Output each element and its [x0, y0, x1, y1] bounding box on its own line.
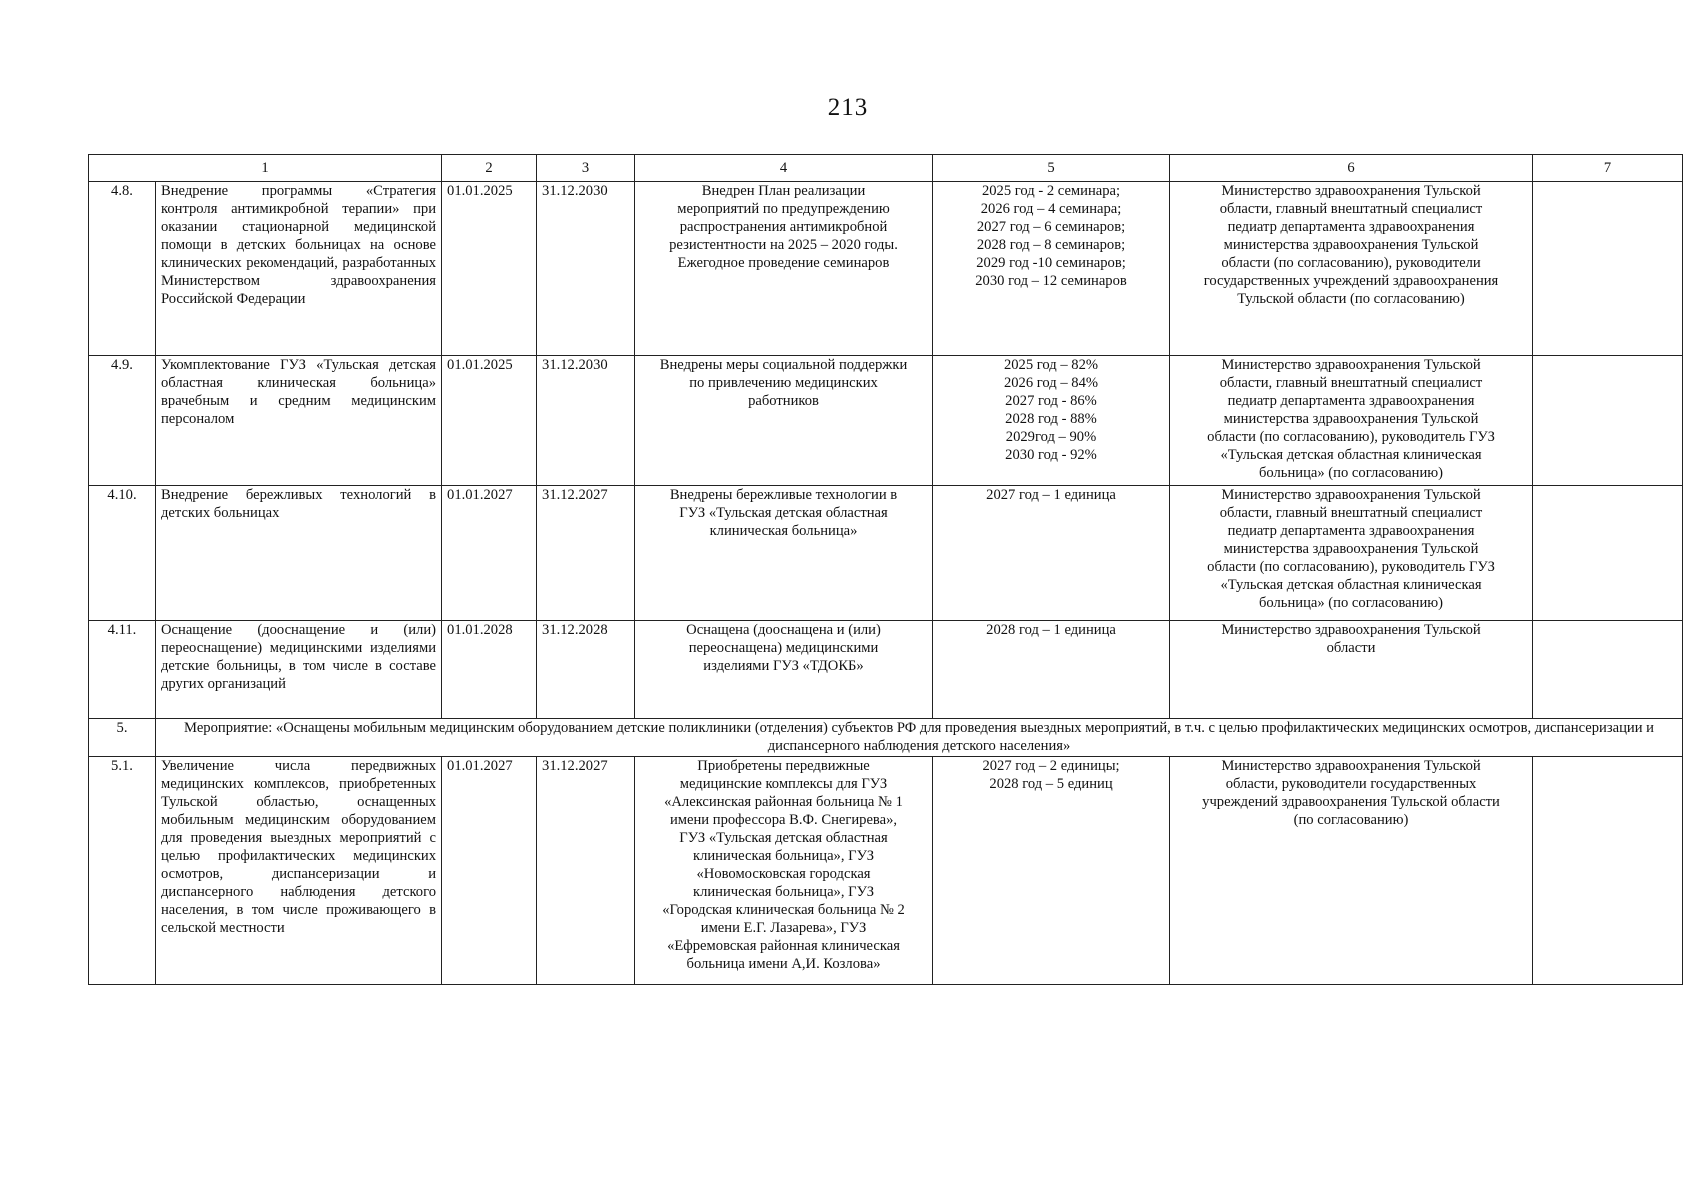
header-cell-4: 4: [635, 155, 933, 182]
responsible-parties: [1170, 486, 1533, 621]
result-line: «Новомосковская городская: [696, 866, 871, 882]
start-date: 01.01.2028: [442, 621, 537, 719]
result-line: переоснащена) медицинскими: [688, 640, 879, 656]
responsible-line: области (по согласованию), руководитель ГУЗ: [1207, 559, 1495, 575]
start-date: 01.01.2027: [442, 486, 537, 621]
result-line: «Алексинская районная больница № 1: [664, 794, 903, 810]
result-line: клиническая больница»: [709, 523, 858, 539]
activity-name: Внедрение программы «Стратегия контроля антимикробной терапии» при оказании стационарной медицинской помощи в детских больницах на основе клинических рекомендаций, разработанных Министерством здравоохранения Российской Федерации: [156, 182, 442, 356]
table-row-event: [89, 719, 1683, 757]
table-row: [89, 356, 1683, 486]
end-date: 31.12.2027: [537, 757, 635, 985]
result-line: больница имени А,И. Козлова»: [686, 956, 881, 972]
responsible-line: министерства здравоохранения Тульской: [1223, 237, 1479, 253]
result-line: распространения антимикробной: [679, 219, 888, 235]
table-row: [89, 182, 1683, 356]
row-number: 5.: [89, 719, 156, 757]
result-line: Ежегодное проведение семинаров: [677, 255, 890, 271]
table-row: [89, 757, 1683, 985]
responsible-line: области, главный внештатный специалист: [1219, 201, 1483, 217]
page-number: 213: [827, 94, 869, 121]
target-values: [933, 621, 1170, 719]
responsible-line: педиатр департамента здравоохранения: [1227, 523, 1475, 539]
target-values: [933, 182, 1170, 356]
target-line: 2028 год – 5 единиц: [989, 776, 1113, 792]
header-cell-2: 2: [442, 155, 537, 182]
target-line: 2026 год – 4 семинара;: [980, 201, 1122, 217]
responsible-line: Министерство здравоохранения Тульской: [1221, 622, 1481, 638]
table-row: [89, 486, 1683, 621]
result-line: ГУЗ «Тульская детская областная: [679, 505, 888, 521]
expected-result: [635, 621, 933, 719]
target-line: 2027 год - 86%: [1005, 393, 1097, 409]
end-date: 31.12.2027: [537, 486, 635, 621]
target-line: 2028 год – 1 единица: [986, 622, 1116, 638]
result-line: имени профессора В.Ф. Снегирева»,: [669, 812, 898, 828]
result-line: клиническая больница», ГУЗ: [693, 884, 875, 900]
result-line: клиническая больница», ГУЗ: [693, 848, 875, 864]
responsible-line: министерства здравоохранения Тульской: [1223, 541, 1479, 557]
start-date: 01.01.2025: [442, 182, 537, 356]
responsible-line: больница» (по согласованию): [1258, 465, 1444, 481]
header-cell-7: 7: [1533, 155, 1683, 182]
result-line: Внедрены меры социальной поддержки: [659, 357, 908, 373]
result-line: по привлечению медицинских: [689, 375, 878, 391]
result-line: медицинские комплексы для ГУЗ: [679, 776, 888, 792]
result-line: Оснащена (дооснащена и (или): [686, 622, 881, 638]
end-date: 31.12.2030: [537, 356, 635, 486]
responsible-line: «Тульская детская областная клиническая: [1220, 447, 1482, 463]
result-line: «Ефремовская районная клиническая: [667, 938, 900, 954]
responsible-line: учреждений здравоохранения Тульской области: [1202, 794, 1500, 810]
responsible-parties: [1170, 182, 1533, 356]
event-title: Мероприятие: «Оснащены мобильным медицинским оборудованием детские поликлиники (отделения) субъектов РФ для проведения выездных мероприятий, в т.ч. с целью профилактических медицинских осмотров, диспансеризации и диспансерного наблюдения детского населения»: [156, 719, 1683, 757]
row-number: 4.10.: [89, 486, 156, 621]
note-cell: [1533, 486, 1683, 621]
target-line: 2028 год – 8 семинаров;: [976, 237, 1126, 253]
target-line: 2028 год - 88%: [1005, 411, 1097, 427]
result-line: Внедрены бережливые технологии в: [669, 487, 898, 503]
responsible-line: Министерство здравоохранения Тульской: [1221, 758, 1481, 774]
responsible-parties: [1170, 621, 1533, 719]
result-line: изделиями ГУЗ «ТДОКБ»: [703, 658, 864, 674]
row-number: 4.9.: [89, 356, 156, 486]
target-line: 2026 год – 84%: [1003, 375, 1099, 391]
note-cell: [1533, 182, 1683, 356]
target-values: [933, 486, 1170, 621]
responsible-line: «Тульская детская областная клиническая: [1220, 577, 1482, 593]
row-number: 4.11.: [89, 621, 156, 719]
responsible-line: Тульской области (по согласованию): [1237, 291, 1465, 307]
result-line: работников: [748, 393, 819, 409]
target-line: 2030 год - 92%: [1005, 447, 1097, 463]
table-row: [89, 621, 1683, 719]
end-date: 31.12.2030: [537, 182, 635, 356]
responsible-line: области, главный внештатный специалист: [1219, 505, 1483, 521]
responsible-parties: [1170, 356, 1533, 486]
target-line: 2027 год – 1 единица: [986, 487, 1116, 503]
note-cell: [1533, 621, 1683, 719]
target-values: [933, 757, 1170, 985]
activity-name: Внедрение бережливых технологий в детских больницах: [156, 486, 442, 621]
target-line: 2027 год – 2 единицы;: [982, 758, 1120, 774]
start-date: 01.01.2027: [442, 757, 537, 985]
row-number: 5.1.: [89, 757, 156, 985]
result-line: мероприятий по предупреждению: [677, 201, 890, 217]
responsible-line: Министерство здравоохранения Тульской: [1221, 183, 1481, 199]
responsible-line: области, руководители государственных: [1225, 776, 1477, 792]
expected-result: [635, 182, 933, 356]
start-date: 01.01.2025: [442, 356, 537, 486]
note-cell: [1533, 757, 1683, 985]
header-cell-6: 6: [1170, 155, 1533, 182]
target-line: 2030 год – 12 семинаров: [975, 273, 1127, 289]
responsible-line: педиатр департамента здравоохранения: [1227, 219, 1475, 235]
result-line: Внедрен План реализации: [701, 183, 866, 199]
header-cell-1: 1: [89, 155, 442, 182]
responsible-line: области, главный внештатный специалист: [1219, 375, 1483, 391]
target-line: 2029год – 90%: [1005, 429, 1097, 445]
activity-name: Увеличение числа передвижных медицинских комплексов, приобретенных Тульской областью, оснащенных мобильным медицинским оборудованием для проведения выездных мероприятий с целью профилактических медицинских осмотров, диспансеризации и диспансерного наблюдения детского населения, в том числе проживающего в сельской местности: [156, 757, 442, 985]
responsible-line: области (по согласованию), руководители: [1221, 255, 1481, 271]
header-cell-5: 5: [933, 155, 1170, 182]
responsible-parties: [1170, 757, 1533, 985]
note-cell: [1533, 356, 1683, 486]
result-line: «Городская клиническая больница № 2: [662, 902, 905, 918]
responsible-line: области: [1326, 640, 1376, 656]
responsible-line: государственных учреждений здравоохранения: [1203, 273, 1499, 289]
end-date: 31.12.2028: [537, 621, 635, 719]
expected-result: [635, 356, 933, 486]
result-line: резистентности на 2025 – 2020 годы.: [669, 237, 898, 253]
responsible-line: (по согласованию): [1293, 812, 1409, 828]
target-line: 2027 год – 6 семинаров;: [976, 219, 1126, 235]
plan-table: [88, 154, 1683, 985]
responsible-line: Министерство здравоохранения Тульской: [1221, 487, 1481, 503]
result-line: Приобретены передвижные: [697, 758, 870, 774]
result-line: ГУЗ «Тульская детская областная: [679, 830, 888, 846]
result-line: имени Е.Г. Лазарева», ГУЗ: [700, 920, 867, 936]
activity-name: Оснащение (дооснащение и (или) переоснащение) медицинскими изделиями детские больницы, в том числе в составе других организаций: [156, 621, 442, 719]
responsible-line: педиатр департамента здравоохранения: [1227, 393, 1475, 409]
header-row: [89, 155, 1683, 182]
expected-result: [635, 486, 933, 621]
header-cell-3: 3: [537, 155, 635, 182]
expected-result: [635, 757, 933, 985]
target-line: 2029 год -10 семинаров;: [976, 255, 1126, 271]
responsible-line: больница» (по согласованию): [1258, 595, 1444, 611]
activity-name: Укомплектование ГУЗ «Тульская детская областная клиническая больница» врачебным и средним медицинским персоналом: [156, 356, 442, 486]
target-line: 2025 год – 82%: [1003, 357, 1099, 373]
responsible-line: области (по согласованию), руководитель ГУЗ: [1207, 429, 1495, 445]
target-values: [933, 356, 1170, 486]
responsible-line: Министерство здравоохранения Тульской: [1221, 357, 1481, 373]
responsible-line: министерства здравоохранения Тульской: [1223, 411, 1479, 427]
target-line: 2025 год - 2 семинара;: [981, 183, 1121, 199]
row-number: 4.8.: [89, 182, 156, 356]
